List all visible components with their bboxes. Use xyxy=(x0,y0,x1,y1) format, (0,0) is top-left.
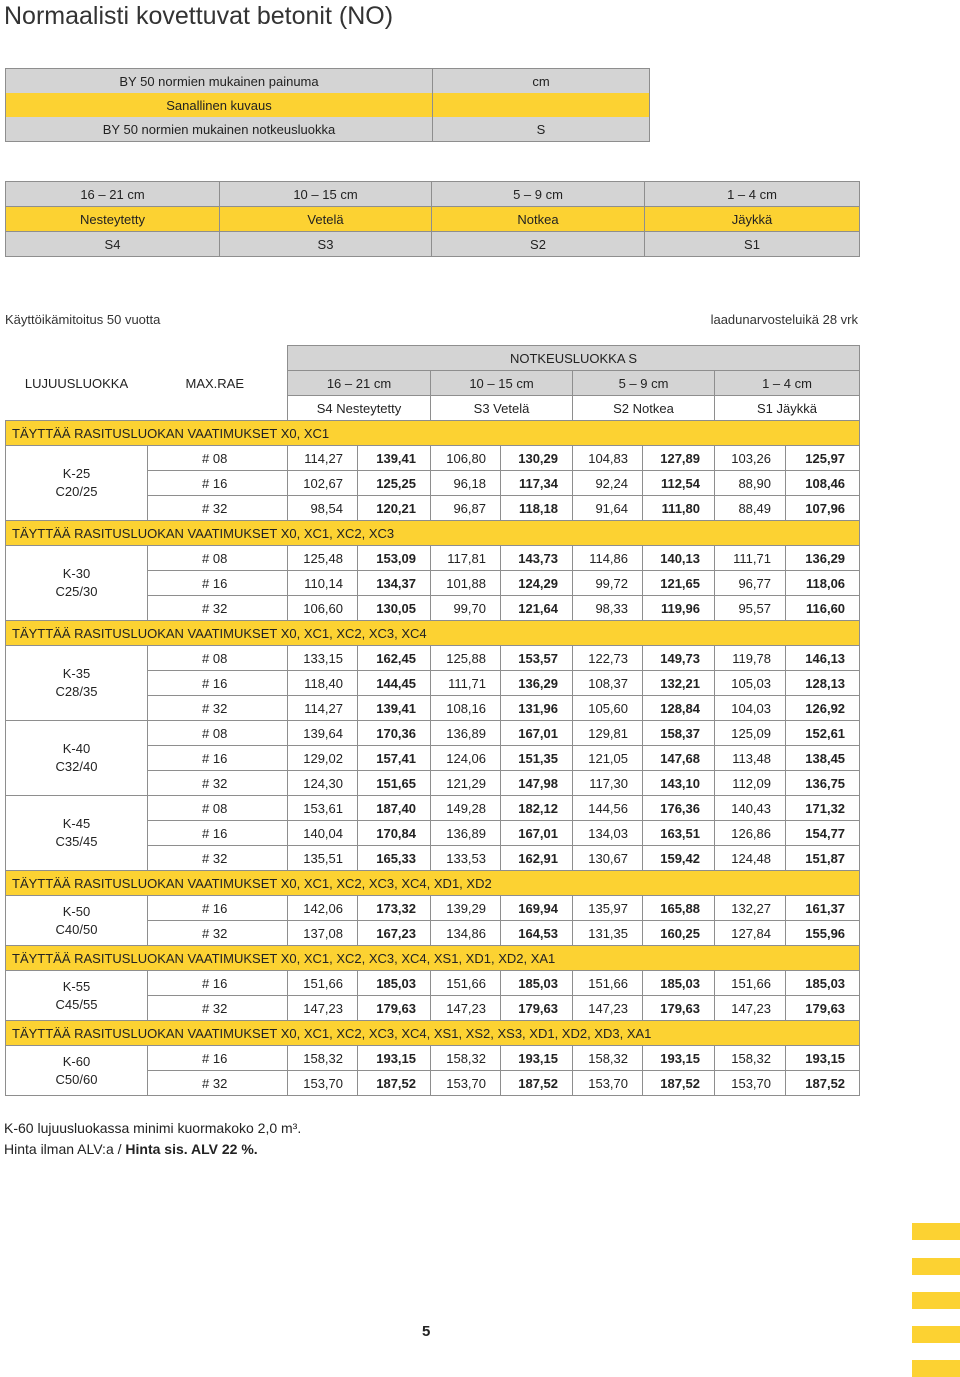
price-incl-vat-cell: 136,75 xyxy=(786,771,860,796)
price-incl-vat-cell: 179,63 xyxy=(643,996,715,1021)
class-header: S3 Vetelä xyxy=(431,396,573,421)
max-aggregate-cell: # 16 xyxy=(148,896,288,921)
strength-class-cell xyxy=(6,971,148,1021)
table-row xyxy=(6,546,860,571)
price-excl-vat-cell: 133,53 xyxy=(431,846,501,871)
max-aggregate-header: MAX.RAE xyxy=(185,375,245,391)
price-incl-vat-cell: 146,13 xyxy=(786,646,860,671)
class-header: S2 Notkea xyxy=(573,396,715,421)
footnote-line: K-60 lujuusluokassa minimi kuormakoko 2,0 m³. xyxy=(4,1120,302,1136)
price-excl-vat-cell: 134,03 xyxy=(573,821,643,846)
price-excl-vat-cell: 98,33 xyxy=(573,596,643,621)
price-incl-vat-cell: 130,05 xyxy=(358,596,431,621)
price-excl-vat-cell: 104,83 xyxy=(573,446,643,471)
max-aggregate-cell: # 08 xyxy=(148,546,288,571)
price-incl-vat-cell: 117,34 xyxy=(501,471,573,496)
price-incl-vat-cell: 153,09 xyxy=(358,546,431,571)
strength-class-c: C45/55 xyxy=(55,996,98,1012)
price-incl-vat-cell: 149,73 xyxy=(643,646,715,671)
price-excl-vat-cell: 153,70 xyxy=(431,1071,501,1096)
table-row xyxy=(6,971,860,996)
price-excl-vat-cell: 149,28 xyxy=(431,796,501,821)
price-incl-vat-cell: 138,45 xyxy=(786,746,860,771)
price-excl-vat-cell: 151,66 xyxy=(715,971,786,996)
decorative-bar xyxy=(912,1223,960,1240)
price-incl-vat-cell: 136,29 xyxy=(786,546,860,571)
price-excl-vat-cell: 151,66 xyxy=(431,971,501,996)
price-excl-vat-cell: 158,32 xyxy=(715,1046,786,1071)
footnote xyxy=(4,1118,301,1160)
exposure-class-section-title: TÄYTTÄÄ RASITUSLUOKAN VAATIMUKSET X0, XC1, XC2, XC3 xyxy=(6,521,860,546)
price-excl-vat-cell: 124,48 xyxy=(715,846,786,871)
testing-age-note: laadunarvosteluikä 28 vrk xyxy=(710,312,858,327)
price-excl-vat-cell: 101,88 xyxy=(431,571,501,596)
price-excl-vat-cell: 134,86 xyxy=(431,921,501,946)
table-cell: S3 xyxy=(220,232,432,257)
price-incl-vat-cell: 154,77 xyxy=(786,821,860,846)
table-cell: 1 – 4 cm xyxy=(645,182,860,207)
price-excl-vat-cell: 119,78 xyxy=(715,646,786,671)
strength-class-k: K-55 xyxy=(62,978,91,994)
price-excl-vat-cell: 110,14 xyxy=(288,571,358,596)
price-incl-vat-cell: 118,06 xyxy=(786,571,860,596)
price-excl-vat-cell: 88,49 xyxy=(715,496,786,521)
table-cell: Jäykkä xyxy=(645,207,860,232)
price-incl-vat-cell: 130,29 xyxy=(501,446,573,471)
price-incl-vat-cell: 179,63 xyxy=(501,996,573,1021)
strength-class-c: C32/40 xyxy=(55,759,98,774)
price-incl-vat-cell: 112,54 xyxy=(643,471,715,496)
price-excl-vat-cell: 153,70 xyxy=(715,1071,786,1096)
strength-class-c: C35/45 xyxy=(55,834,98,849)
price-incl-vat-cell: 185,03 xyxy=(501,971,573,996)
decorative-bar xyxy=(912,1258,960,1275)
price-excl-vat-cell: 137,08 xyxy=(288,921,358,946)
price-incl-vat-cell: 139,41 xyxy=(358,696,431,721)
price-excl-vat-cell: 114,27 xyxy=(288,696,358,721)
price-excl-vat-cell: 133,15 xyxy=(288,646,358,671)
price-incl-vat-cell: 132,21 xyxy=(643,671,715,696)
max-aggregate-cell: # 16 xyxy=(148,471,288,496)
price-excl-vat-cell: 96,77 xyxy=(715,571,786,596)
table-row xyxy=(6,646,860,671)
price-excl-vat-cell: 125,09 xyxy=(715,721,786,746)
strength-class-cell xyxy=(6,1046,148,1096)
strength-class-cell xyxy=(6,546,148,621)
table-cell: S xyxy=(433,117,650,142)
price-excl-vat-cell: 114,86 xyxy=(573,546,643,571)
table-cell: Notkea xyxy=(432,207,645,232)
exposure-class-section-title: TÄYTTÄÄ RASITUSLUOKAN VAATIMUKSET X0, XC1, XC2, XC3, XC4, XS1, XS2, XS3, XD1, XD2, XD3, XA1 xyxy=(6,1021,860,1046)
price-incl-vat-cell: 126,92 xyxy=(786,696,860,721)
price-incl-vat-cell: 193,15 xyxy=(501,1046,573,1071)
max-aggregate-cell: # 08 xyxy=(148,721,288,746)
strength-class-c: C20/25 xyxy=(55,484,98,499)
strength-class-cell xyxy=(6,646,148,721)
price-excl-vat-cell: 126,86 xyxy=(715,821,786,846)
price-excl-vat-cell: 139,64 xyxy=(288,721,358,746)
price-excl-vat-cell: 153,70 xyxy=(288,1071,358,1096)
strength-class-header: LUJUUSLUOKKA xyxy=(24,375,129,391)
price-excl-vat-cell: 144,56 xyxy=(573,796,643,821)
price-excl-vat-cell: 113,48 xyxy=(715,746,786,771)
table-cell xyxy=(433,93,650,117)
price-incl-vat-cell: 108,46 xyxy=(786,471,860,496)
strength-class-cell xyxy=(6,446,148,521)
strength-class-cell xyxy=(6,721,148,796)
price-incl-vat-cell: 161,37 xyxy=(786,896,860,921)
price-excl-vat-cell: 117,81 xyxy=(431,546,501,571)
price-excl-vat-cell: 114,27 xyxy=(288,446,358,471)
footnote-plain: Hinta ilman ALV:a / xyxy=(4,1141,126,1157)
price-incl-vat-cell: 143,73 xyxy=(501,546,573,571)
max-aggregate-cell: # 32 xyxy=(148,771,288,796)
price-excl-vat-cell: 139,29 xyxy=(431,896,501,921)
exposure-class-section-title: TÄYTTÄÄ RASITUSLUOKAN VAATIMUKSET X0, XC1 xyxy=(6,421,860,446)
strength-class-c: C50/60 xyxy=(55,1071,98,1087)
table-cell: BY 50 normien mukainen painuma xyxy=(6,69,433,94)
price-incl-vat-cell: 167,01 xyxy=(501,821,573,846)
price-incl-vat-cell: 187,52 xyxy=(786,1071,860,1096)
price-incl-vat-cell: 179,63 xyxy=(358,996,431,1021)
strength-class-cell xyxy=(6,796,148,871)
price-incl-vat-cell: 164,53 xyxy=(501,921,573,946)
price-incl-vat-cell: 118,18 xyxy=(501,496,573,521)
price-excl-vat-cell: 108,37 xyxy=(573,671,643,696)
price-incl-vat-cell: 152,61 xyxy=(786,721,860,746)
slump-header: 5 – 9 cm xyxy=(573,371,715,396)
price-excl-vat-cell: 136,89 xyxy=(431,821,501,846)
price-excl-vat-cell: 129,02 xyxy=(288,746,358,771)
price-excl-vat-cell: 147,23 xyxy=(573,996,643,1021)
price-incl-vat-cell: 151,35 xyxy=(501,746,573,771)
strength-class-k: K-45 xyxy=(62,816,91,831)
max-aggregate-cell: # 32 xyxy=(148,1071,288,1096)
price-incl-vat-cell: 153,57 xyxy=(501,646,573,671)
decorative-bar xyxy=(912,1360,960,1377)
table-row xyxy=(6,796,860,821)
strength-class-c: C28/35 xyxy=(55,684,98,699)
price-excl-vat-cell: 151,66 xyxy=(288,971,358,996)
strength-class-k: K-50 xyxy=(62,903,91,919)
page-title: Normaalisti kovettuvat betonit (NO) xyxy=(4,2,394,30)
price-incl-vat-cell: 144,45 xyxy=(358,671,431,696)
price-incl-vat-cell: 182,12 xyxy=(501,796,573,821)
price-incl-vat-cell: 162,91 xyxy=(501,846,573,871)
table-cell: 10 – 15 cm xyxy=(220,182,432,207)
price-incl-vat-cell: 136,29 xyxy=(501,671,573,696)
table-cell: S4 xyxy=(6,232,220,257)
price-excl-vat-cell: 140,04 xyxy=(288,821,358,846)
table-row xyxy=(6,1046,860,1071)
price-incl-vat-cell: 185,03 xyxy=(358,971,431,996)
price-incl-vat-cell: 193,15 xyxy=(643,1046,715,1071)
price-excl-vat-cell: 91,64 xyxy=(573,496,643,521)
table-cell: Nesteytetty xyxy=(6,207,220,232)
price-incl-vat-cell: 167,23 xyxy=(358,921,431,946)
price-excl-vat-cell: 158,32 xyxy=(573,1046,643,1071)
max-aggregate-cell: # 08 xyxy=(148,796,288,821)
max-aggregate-cell: # 32 xyxy=(148,921,288,946)
price-incl-vat-cell: 157,41 xyxy=(358,746,431,771)
decorative-bar xyxy=(912,1326,960,1343)
price-excl-vat-cell: 121,05 xyxy=(573,746,643,771)
price-excl-vat-cell: 127,84 xyxy=(715,921,786,946)
table-cell: 5 – 9 cm xyxy=(432,182,645,207)
price-incl-vat-cell: 187,52 xyxy=(643,1071,715,1096)
slump-header: 16 – 21 cm xyxy=(288,371,431,396)
price-incl-vat-cell: 134,37 xyxy=(358,571,431,596)
price-excl-vat-cell: 96,87 xyxy=(431,496,501,521)
price-excl-vat-cell: 124,06 xyxy=(431,746,501,771)
price-excl-vat-cell: 95,57 xyxy=(715,596,786,621)
price-incl-vat-cell: 170,84 xyxy=(358,821,431,846)
price-excl-vat-cell: 125,88 xyxy=(431,646,501,671)
max-aggregate-cell: # 32 xyxy=(148,846,288,871)
service-life-note: Käyttöikämitoitus 50 vuotta xyxy=(5,312,161,327)
class-header: S4 Nesteytetty xyxy=(288,396,431,421)
strength-class-c: C40/50 xyxy=(55,921,98,937)
price-excl-vat-cell: 117,30 xyxy=(573,771,643,796)
price-excl-vat-cell: 102,67 xyxy=(288,471,358,496)
price-incl-vat-cell: 120,21 xyxy=(358,496,431,521)
consistency-group-header: NOTKEUSLUOKKA S xyxy=(288,346,860,371)
price-excl-vat-cell: 130,67 xyxy=(573,846,643,871)
table-cell: S2 xyxy=(432,232,645,257)
price-incl-vat-cell: 116,60 xyxy=(786,596,860,621)
decorative-bar xyxy=(912,1292,960,1309)
price-excl-vat-cell: 104,03 xyxy=(715,696,786,721)
price-incl-vat-cell: 127,89 xyxy=(643,446,715,471)
max-aggregate-cell: # 32 xyxy=(148,996,288,1021)
strength-class-c: C25/30 xyxy=(55,584,98,599)
exposure-class-section-title: TÄYTTÄÄ RASITUSLUOKAN VAATIMUKSET X0, XC1, XC2, XC3, XC4, XD1, XD2 xyxy=(6,871,860,896)
max-aggregate-cell: # 32 xyxy=(148,596,288,621)
price-excl-vat-cell: 122,73 xyxy=(573,646,643,671)
price-excl-vat-cell: 106,80 xyxy=(431,446,501,471)
price-excl-vat-cell: 105,60 xyxy=(573,696,643,721)
consistency-class-table xyxy=(5,181,860,257)
table-row xyxy=(6,446,860,471)
price-incl-vat-cell: 185,03 xyxy=(643,971,715,996)
price-excl-vat-cell: 99,72 xyxy=(573,571,643,596)
price-excl-vat-cell: 96,18 xyxy=(431,471,501,496)
price-incl-vat-cell: 131,96 xyxy=(501,696,573,721)
price-incl-vat-cell: 147,98 xyxy=(501,771,573,796)
slump-header: 10 – 15 cm xyxy=(431,371,573,396)
price-incl-vat-cell: 143,10 xyxy=(643,771,715,796)
price-incl-vat-cell: 176,36 xyxy=(643,796,715,821)
max-aggregate-cell: # 16 xyxy=(148,671,288,696)
max-aggregate-cell: # 16 xyxy=(148,1046,288,1071)
price-excl-vat-cell: 147,23 xyxy=(715,996,786,1021)
price-excl-vat-cell: 140,43 xyxy=(715,796,786,821)
table-cell: 16 – 21 cm xyxy=(6,182,220,207)
price-incl-vat-cell: 162,45 xyxy=(358,646,431,671)
price-excl-vat-cell: 108,16 xyxy=(431,696,501,721)
price-incl-vat-cell: 121,64 xyxy=(501,596,573,621)
strength-class-k: K-30 xyxy=(62,566,91,581)
table-cell: BY 50 normien mukainen notkeusluokka xyxy=(6,117,433,142)
max-aggregate-cell: # 16 xyxy=(148,746,288,771)
strength-class-k: K-35 xyxy=(62,666,91,681)
price-incl-vat-cell: 187,52 xyxy=(501,1071,573,1096)
strength-class-cell xyxy=(6,896,148,946)
footnote-bold: Hinta sis. ALV 22 %. xyxy=(125,1141,258,1157)
footnote-line xyxy=(4,1139,301,1160)
price-excl-vat-cell: 136,89 xyxy=(431,721,501,746)
table-cell: cm xyxy=(433,69,650,94)
price-incl-vat-cell: 139,41 xyxy=(358,446,431,471)
table-row xyxy=(6,896,860,921)
price-incl-vat-cell: 170,36 xyxy=(358,721,431,746)
slump-definition-table xyxy=(5,68,650,142)
price-incl-vat-cell: 171,32 xyxy=(786,796,860,821)
price-excl-vat-cell: 111,71 xyxy=(431,671,501,696)
price-incl-vat-cell: 165,33 xyxy=(358,846,431,871)
price-incl-vat-cell: 179,63 xyxy=(786,996,860,1021)
price-excl-vat-cell: 112,09 xyxy=(715,771,786,796)
price-excl-vat-cell: 135,51 xyxy=(288,846,358,871)
price-excl-vat-cell: 103,26 xyxy=(715,446,786,471)
max-aggregate-cell: # 16 xyxy=(148,971,288,996)
price-excl-vat-cell: 131,35 xyxy=(573,921,643,946)
price-incl-vat-cell: 125,97 xyxy=(786,446,860,471)
price-excl-vat-cell: 158,32 xyxy=(431,1046,501,1071)
price-excl-vat-cell: 125,48 xyxy=(288,546,358,571)
class-header: S1 Jäykkä xyxy=(715,396,860,421)
price-excl-vat-cell: 124,30 xyxy=(288,771,358,796)
price-incl-vat-cell: 159,42 xyxy=(643,846,715,871)
price-incl-vat-cell: 193,15 xyxy=(786,1046,860,1071)
strength-class-k: K-40 xyxy=(62,741,91,756)
max-aggregate-cell: # 32 xyxy=(148,496,288,521)
price-incl-vat-cell: 125,25 xyxy=(358,471,431,496)
price-incl-vat-cell: 151,87 xyxy=(786,846,860,871)
price-incl-vat-cell: 121,65 xyxy=(643,571,715,596)
price-excl-vat-cell: 121,29 xyxy=(431,771,501,796)
price-incl-vat-cell: 107,96 xyxy=(786,496,860,521)
price-incl-vat-cell: 160,25 xyxy=(643,921,715,946)
price-incl-vat-cell: 155,96 xyxy=(786,921,860,946)
strength-class-k: K-25 xyxy=(62,466,91,481)
exposure-class-section-title: TÄYTTÄÄ RASITUSLUOKAN VAATIMUKSET X0, XC1, XC2, XC3, XC4 xyxy=(6,621,860,646)
max-aggregate-cell: # 32 xyxy=(148,696,288,721)
table-row xyxy=(6,721,860,746)
price-incl-vat-cell: 165,88 xyxy=(643,896,715,921)
price-incl-vat-cell: 111,80 xyxy=(643,496,715,521)
price-excl-vat-cell: 147,23 xyxy=(431,996,501,1021)
price-incl-vat-cell: 124,29 xyxy=(501,571,573,596)
price-excl-vat-cell: 129,81 xyxy=(573,721,643,746)
price-incl-vat-cell: 193,15 xyxy=(358,1046,431,1071)
price-incl-vat-cell: 173,32 xyxy=(358,896,431,921)
price-incl-vat-cell: 187,40 xyxy=(358,796,431,821)
strength-class-k: K-60 xyxy=(62,1053,91,1069)
price-incl-vat-cell: 128,13 xyxy=(786,671,860,696)
price-incl-vat-cell: 163,51 xyxy=(643,821,715,846)
price-excl-vat-cell: 88,90 xyxy=(715,471,786,496)
max-aggregate-cell: # 08 xyxy=(148,446,288,471)
price-incl-vat-cell: 140,13 xyxy=(643,546,715,571)
max-aggregate-cell: # 16 xyxy=(148,571,288,596)
price-excl-vat-cell: 132,27 xyxy=(715,896,786,921)
table-cell: Sanallinen kuvaus xyxy=(6,93,433,117)
price-excl-vat-cell: 98,54 xyxy=(288,496,358,521)
max-aggregate-cell: # 08 xyxy=(148,646,288,671)
price-excl-vat-cell: 153,70 xyxy=(573,1071,643,1096)
price-incl-vat-cell: 167,01 xyxy=(501,721,573,746)
max-aggregate-cell: # 16 xyxy=(148,821,288,846)
price-incl-vat-cell: 151,65 xyxy=(358,771,431,796)
page-number: 5 xyxy=(422,1323,431,1340)
price-excl-vat-cell: 135,97 xyxy=(573,896,643,921)
exposure-class-section-title: TÄYTTÄÄ RASITUSLUOKAN VAATIMUKSET X0, XC1, XC2, XC3, XC4, XS1, XD1, XD2, XA1 xyxy=(6,946,860,971)
price-table xyxy=(5,345,860,1096)
price-excl-vat-cell: 151,66 xyxy=(573,971,643,996)
price-incl-vat-cell: 169,94 xyxy=(501,896,573,921)
price-excl-vat-cell: 158,32 xyxy=(288,1046,358,1071)
price-incl-vat-cell: 158,37 xyxy=(643,721,715,746)
price-incl-vat-cell: 185,03 xyxy=(786,971,860,996)
price-excl-vat-cell: 118,40 xyxy=(288,671,358,696)
price-excl-vat-cell: 111,71 xyxy=(715,546,786,571)
price-excl-vat-cell: 106,60 xyxy=(288,596,358,621)
price-incl-vat-cell: 187,52 xyxy=(358,1071,431,1096)
price-excl-vat-cell: 105,03 xyxy=(715,671,786,696)
price-incl-vat-cell: 128,84 xyxy=(643,696,715,721)
price-excl-vat-cell: 153,61 xyxy=(288,796,358,821)
price-incl-vat-cell: 119,96 xyxy=(643,596,715,621)
table-cell: Vetelä xyxy=(220,207,432,232)
price-incl-vat-cell: 147,68 xyxy=(643,746,715,771)
price-excl-vat-cell: 99,70 xyxy=(431,596,501,621)
table-cell: S1 xyxy=(645,232,860,257)
price-excl-vat-cell: 92,24 xyxy=(573,471,643,496)
slump-header: 1 – 4 cm xyxy=(715,371,860,396)
price-excl-vat-cell: 142,06 xyxy=(288,896,358,921)
price-excl-vat-cell: 147,23 xyxy=(288,996,358,1021)
